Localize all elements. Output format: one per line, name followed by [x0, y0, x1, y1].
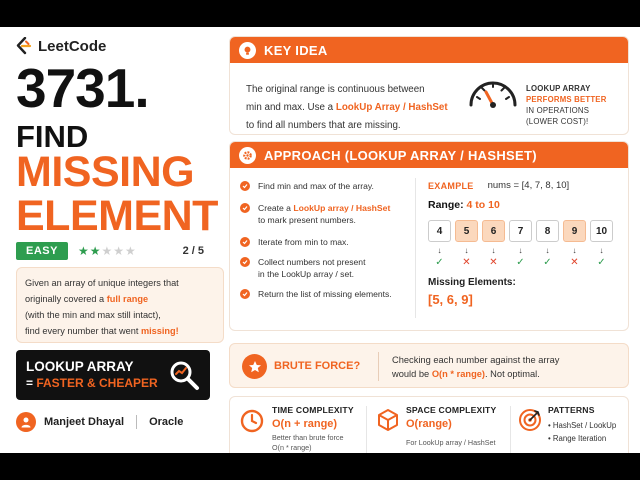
difficulty-row [16, 242, 204, 260]
key-text-line-2 [246, 99, 456, 117]
desc-line-2-text: originally covered a [25, 294, 107, 304]
desc-line-1: Given an array of unique integers that [25, 278, 179, 288]
complexity-divider-1 [366, 406, 367, 453]
key-idea-card [229, 36, 629, 135]
title-line-1: FIND [16, 119, 89, 154]
cross-mark-icon: ✕ [570, 257, 579, 268]
patterns [548, 405, 616, 445]
desc-highlight-full-range: full range [106, 294, 149, 304]
arrow-down-icon: ↓ [599, 246, 604, 255]
desc-line-4 [25, 323, 215, 339]
company-name: Oracle [149, 416, 184, 428]
title-line-2: MISSING [16, 148, 195, 196]
cube-icon [376, 408, 400, 432]
star-filled-icon: ★ [89, 244, 102, 258]
check-mark-icon: ✓ [435, 257, 444, 268]
pattern-1: • HashSet / LookUp [548, 421, 617, 430]
range-box: 5 [455, 220, 478, 242]
example-nums: nums = [4, 7, 8, 10] [487, 180, 570, 191]
cross-mark-icon: ✕ [489, 257, 498, 268]
check-mark-icon: ✓ [516, 257, 525, 268]
key-text-line-3: to find all numbers that are missing. [246, 120, 401, 131]
star-badge-icon [242, 354, 267, 379]
range-box: 9 [563, 220, 586, 242]
key-idea-side-note [526, 83, 626, 127]
brute-line-2 [392, 367, 624, 381]
lightbulb-icon [239, 42, 256, 59]
missing-value: [5, 6, 9] [428, 292, 473, 307]
step-2-post: to mark present numbers. [258, 215, 356, 225]
step-4-line-2: in the LookUp array / set. [258, 269, 355, 279]
gear-icon [239, 147, 256, 164]
check-icon [240, 203, 250, 213]
check-mark-icon: ✓ [543, 257, 552, 268]
key-text-line-1: The original range is continuous between [246, 84, 425, 95]
key-text-line-2-text: min and max. Use a [246, 102, 336, 113]
arrow-down-icon: ↓ [545, 246, 550, 255]
left-column [14, 27, 218, 453]
author-separator [136, 415, 137, 429]
key-idea-header [230, 37, 628, 63]
lookup-promo-box [16, 350, 210, 400]
desc-line-2 [25, 291, 215, 307]
key-idea-text [246, 81, 456, 135]
space-complexity [406, 405, 496, 448]
title-line-3: ELEMENT [16, 192, 218, 240]
difficulty-badge: EASY [16, 242, 68, 260]
leetcode-logo-icon [16, 37, 32, 55]
brute-line-2-post: . Not optimal. [485, 369, 540, 379]
approach-title: APPROACH (LOOKUP ARRAY / HASHSET) [264, 147, 537, 163]
time-complexity [272, 405, 354, 453]
complexity-card [229, 396, 629, 453]
star-empty-icon: ★ [125, 244, 137, 258]
side-line-3: IN OPERATIONS [526, 106, 590, 115]
step-4 [240, 256, 365, 280]
step-5-text: Return the list of missing elements. [258, 289, 392, 299]
arrow-down-icon: ↓ [491, 246, 496, 255]
desc-line-4-text: find every number that went [25, 326, 141, 336]
star-filled-icon: ★ [77, 244, 90, 258]
key-idea-title: KEY IDEA [264, 42, 328, 58]
step-1 [240, 180, 374, 192]
range-box: 10 [590, 220, 613, 242]
check-icon [240, 237, 250, 247]
patterns-title: PATTERNS [548, 405, 595, 415]
author-name: Manjeet Dhayal [44, 416, 125, 428]
step-4-line-1: Collect numbers not present [258, 257, 366, 267]
step-1-text: Find min and max of the array. [258, 181, 374, 191]
step-3 [240, 236, 349, 248]
brute-line-1: Checking each number against the array [392, 355, 560, 365]
arrow-down-icon: ↓ [572, 246, 577, 255]
step-2 [240, 202, 390, 226]
step-2-highlight: LookUp array / HashSet [293, 203, 391, 213]
time-value: O(n + range) [272, 418, 338, 430]
example-header [428, 180, 624, 191]
arrow-down-icon: ↓ [437, 246, 442, 255]
brute-force-text [392, 353, 624, 381]
promo-equals: = [26, 376, 37, 390]
range-box: 4 [428, 220, 451, 242]
range-label: Range: [428, 199, 464, 211]
promo-highlight: FASTER & CHEAPER [36, 376, 158, 390]
example-panel [428, 180, 624, 307]
example-range [428, 199, 624, 211]
key-text-highlight: LookUp Array / HashSet [335, 102, 448, 113]
star-empty-icon: ★ [113, 244, 126, 258]
infographic-canvas [0, 27, 640, 453]
star-empty-icon: ★ [101, 244, 114, 258]
clock-icon [240, 409, 264, 433]
time-note-2: O(n * range) [272, 443, 312, 452]
missing-label: Missing Elements: [428, 277, 516, 288]
brute-force-card [229, 343, 629, 388]
space-value: O(range) [406, 418, 452, 430]
promo-line-1: LOOKUP ARRAY [26, 359, 134, 374]
pattern-2: • Range Iteration [548, 434, 607, 443]
step-3-text: Iterate from min to max. [258, 237, 349, 247]
brute-line-2-pre: would be [392, 369, 432, 379]
author-row [16, 411, 212, 433]
range-arrows [428, 246, 613, 256]
arrow-down-icon: ↓ [464, 246, 469, 255]
brute-divider [378, 352, 379, 381]
magnifier-icon [168, 359, 200, 391]
approach-header [230, 142, 628, 168]
time-title: TIME COMPLEXITY [272, 405, 354, 415]
time-note-1: Better than brute force [272, 433, 344, 442]
cross-mark-icon: ✕ [462, 257, 471, 268]
step-2-text [258, 202, 390, 226]
check-icon [240, 257, 250, 267]
range-box: 7 [509, 220, 532, 242]
complexity-divider-2 [510, 406, 511, 453]
range-boxes [428, 220, 613, 242]
space-note: For LookUp array / HashSet [406, 438, 496, 447]
user-icon [20, 416, 32, 428]
target-icon [518, 408, 542, 432]
brute-complexity: O(n * range) [431, 369, 486, 379]
problem-number: 3731. [16, 57, 149, 119]
brute-force-title: BRUTE FORCE? [274, 360, 361, 372]
step-5 [240, 288, 392, 300]
brand-name: LeetCode [38, 37, 107, 55]
approach-divider [415, 178, 416, 318]
check-icon [240, 289, 250, 299]
problem-description [16, 267, 224, 343]
difficulty-rating: 2 / 5 [182, 245, 204, 257]
check-mark-icon: ✓ [597, 257, 606, 268]
check-icon [240, 181, 250, 191]
side-line-2: PERFORMS BETTER [526, 95, 607, 104]
range-value: 4 to 10 [466, 199, 500, 211]
side-line-4: (LOWER COST)! [526, 117, 589, 126]
desc-line-3: (with the min and max still intact), [25, 310, 161, 320]
space-title: SPACE COMPLEXITY [406, 405, 497, 415]
speedometer-icon [466, 75, 520, 109]
step-2-pre: Create a [258, 203, 294, 213]
step-4-text [258, 256, 365, 280]
example-tag: EXAMPLE [428, 180, 474, 191]
range-box: 6 [482, 220, 505, 242]
approach-card [229, 141, 629, 331]
brand [16, 37, 106, 55]
difficulty-stars [78, 244, 137, 258]
range-marks [428, 257, 613, 269]
side-line-1: LOOKUP ARRAY [526, 84, 591, 93]
arrow-down-icon: ↓ [518, 246, 523, 255]
range-box: 8 [536, 220, 559, 242]
desc-highlight-missing: missing! [140, 326, 179, 336]
avatar [16, 412, 36, 432]
